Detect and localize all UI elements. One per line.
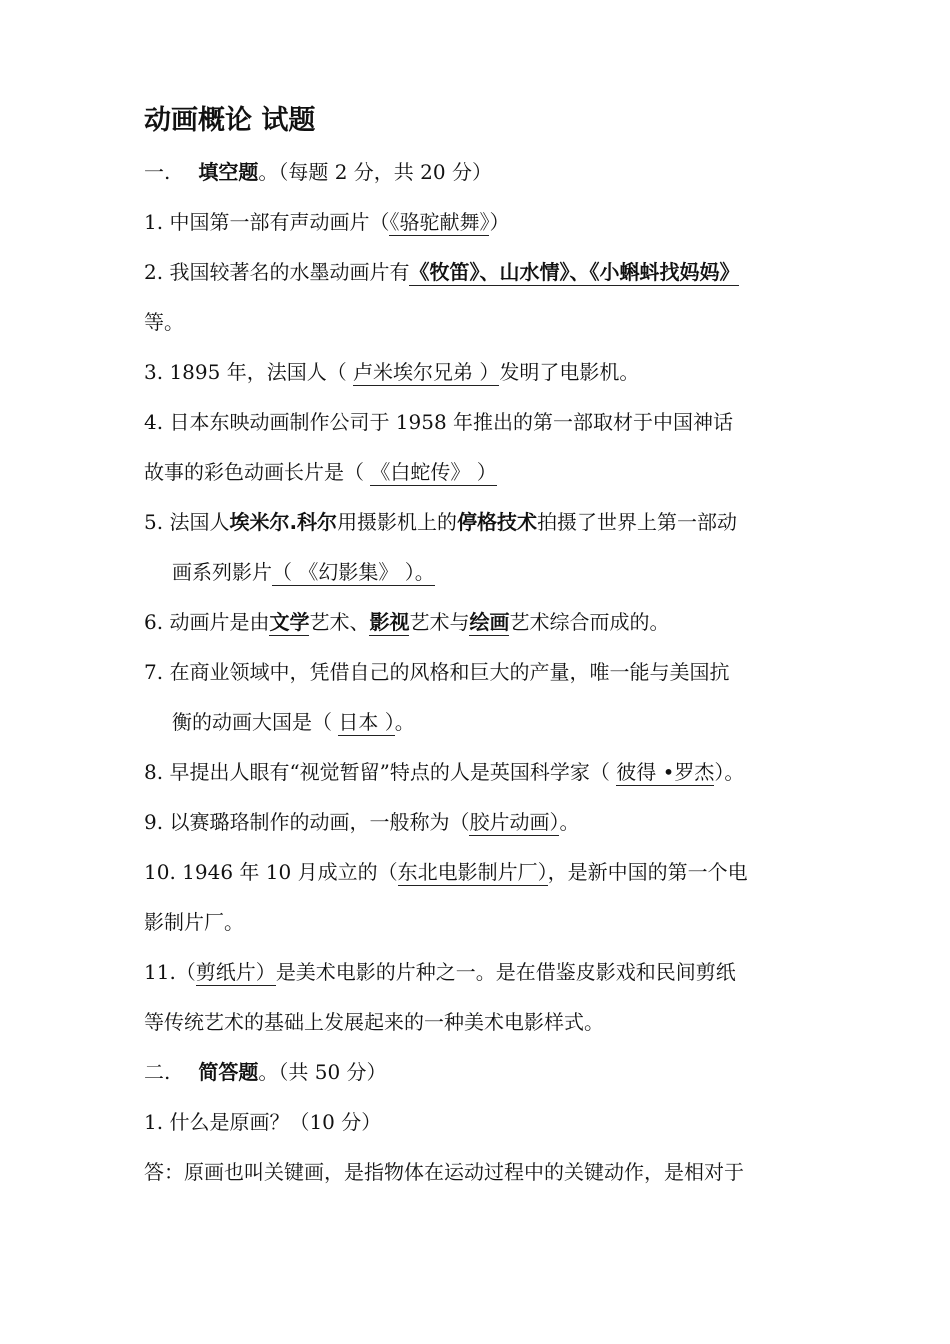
- section-number: 二.: [144, 1060, 171, 1084]
- question-text: 6. 动画片是由: [144, 610, 270, 634]
- short-answer-question-1: [144, 1108, 381, 1136]
- question-text: 等传统艺术的基础上发展起来的一种美术电影样式。: [144, 1010, 604, 1034]
- question-7-cont: [172, 708, 415, 736]
- question-text: 故事的彩色动画长片是（: [144, 460, 371, 484]
- question-text: 。: [559, 810, 580, 834]
- question-4-cont: [144, 458, 497, 486]
- question-text: 5. 法国人: [144, 510, 230, 534]
- question-text: 衡的动画大国是（: [172, 710, 339, 734]
- question-4: [144, 408, 733, 436]
- question-10-cont: [144, 908, 244, 936]
- question-2: [144, 258, 739, 286]
- question-text: 等。: [144, 310, 184, 334]
- highlight: 停格技术: [457, 510, 538, 534]
- question-1: [144, 208, 509, 236]
- question-7: [144, 658, 729, 686]
- section-2-header: [144, 1058, 387, 1086]
- question-text: 是美术电影的片种之一。是在借鉴皮影戏和民间剪纸: [275, 960, 736, 984]
- answer: 《骆驼献舞》: [389, 210, 490, 234]
- question-text: 7. 在商业领域中，凭借自己的风格和巨大的产量，唯一能与美国抗: [144, 660, 730, 684]
- question-2-cont: [144, 308, 184, 336]
- answer: 影视: [369, 610, 410, 634]
- highlight: 埃米尔.科尔: [229, 510, 338, 534]
- question-9: [144, 808, 579, 836]
- answer-text: 答：原画也叫关键画，是指物体在运动过程中的关键动作，是相对于: [144, 1160, 744, 1184]
- question-text: 4. 日本东映动画制作公司于 1958 年推出的第一部取材于中国神话: [144, 410, 734, 434]
- short-answer-1-answer: [144, 1158, 744, 1186]
- answer: 东北电影制片厂）: [397, 860, 548, 884]
- question-text: 艺术与: [409, 610, 470, 634]
- question-text: 发明了电影机。: [499, 360, 640, 384]
- question-text: 10. 1946 年 10 月成立的（: [144, 860, 398, 884]
- section-heading: 简答题: [198, 1060, 259, 1084]
- question-8: [144, 758, 744, 786]
- question-5: [144, 508, 737, 536]
- question-text: 用摄影机上的: [337, 510, 458, 534]
- question-text: 3. 1895 年，法国人（: [144, 360, 354, 384]
- question-text: 9. 以赛璐珞制作的动画，一般称为（: [144, 810, 470, 834]
- answer: 《白蛇传》 ）: [370, 460, 497, 484]
- question-text: ）: [489, 210, 510, 234]
- answer: 胶片动画）: [469, 810, 560, 834]
- question-text: ，是新中国的第一个电: [547, 860, 748, 884]
- question-text: 8. 早提出人眼有“视觉暂留”特点的人是英国科学家（: [144, 760, 617, 784]
- answer: 绘画: [469, 610, 510, 634]
- answer: 剪纸片）: [195, 960, 276, 984]
- question-text: 艺术、: [309, 610, 370, 634]
- answer: 彼得 •罗杰: [616, 760, 715, 784]
- question-11-cont: [144, 1008, 604, 1036]
- question-text: 1. 什么是原画？（10 分）: [144, 1110, 382, 1134]
- answer: 日本 ）: [338, 710, 395, 734]
- answer: （ 《幻影集》 ）。: [272, 560, 435, 584]
- question-5-cont: [172, 558, 435, 586]
- question-text: 画系列影片: [172, 560, 272, 584]
- question-text: 影制片厂。: [144, 910, 244, 934]
- answer: 《牧笛》、山水情》、《小蝌蚪找妈妈》: [409, 260, 740, 284]
- question-6: [144, 608, 669, 636]
- question-10: [144, 858, 748, 886]
- question-text: ）。: [714, 760, 745, 784]
- question-3: [144, 358, 639, 386]
- section-heading: 填空题: [198, 160, 259, 184]
- answer: 卢米埃尔兄弟 ）: [353, 360, 500, 384]
- section-note: 。（每题 2 分，共 20 分）: [258, 160, 492, 184]
- section-note: 。（共 50 分）: [258, 1060, 387, 1084]
- question-text: 艺术综合而成的。: [509, 610, 670, 634]
- question-text: 1. 中国第一部有声动画片（: [144, 210, 390, 234]
- question-11: [144, 958, 736, 986]
- question-text: 11.（: [144, 960, 196, 984]
- section-1-header: [144, 158, 492, 186]
- section-number: 一.: [144, 160, 171, 184]
- document-title: 动画概论 试题: [144, 105, 316, 136]
- question-text: 。: [394, 710, 415, 734]
- question-text: 拍摄了世界上第一部动: [537, 510, 738, 534]
- answer: 文学: [269, 610, 310, 634]
- question-text: 2. 我国较著名的水墨动画片有: [144, 260, 410, 284]
